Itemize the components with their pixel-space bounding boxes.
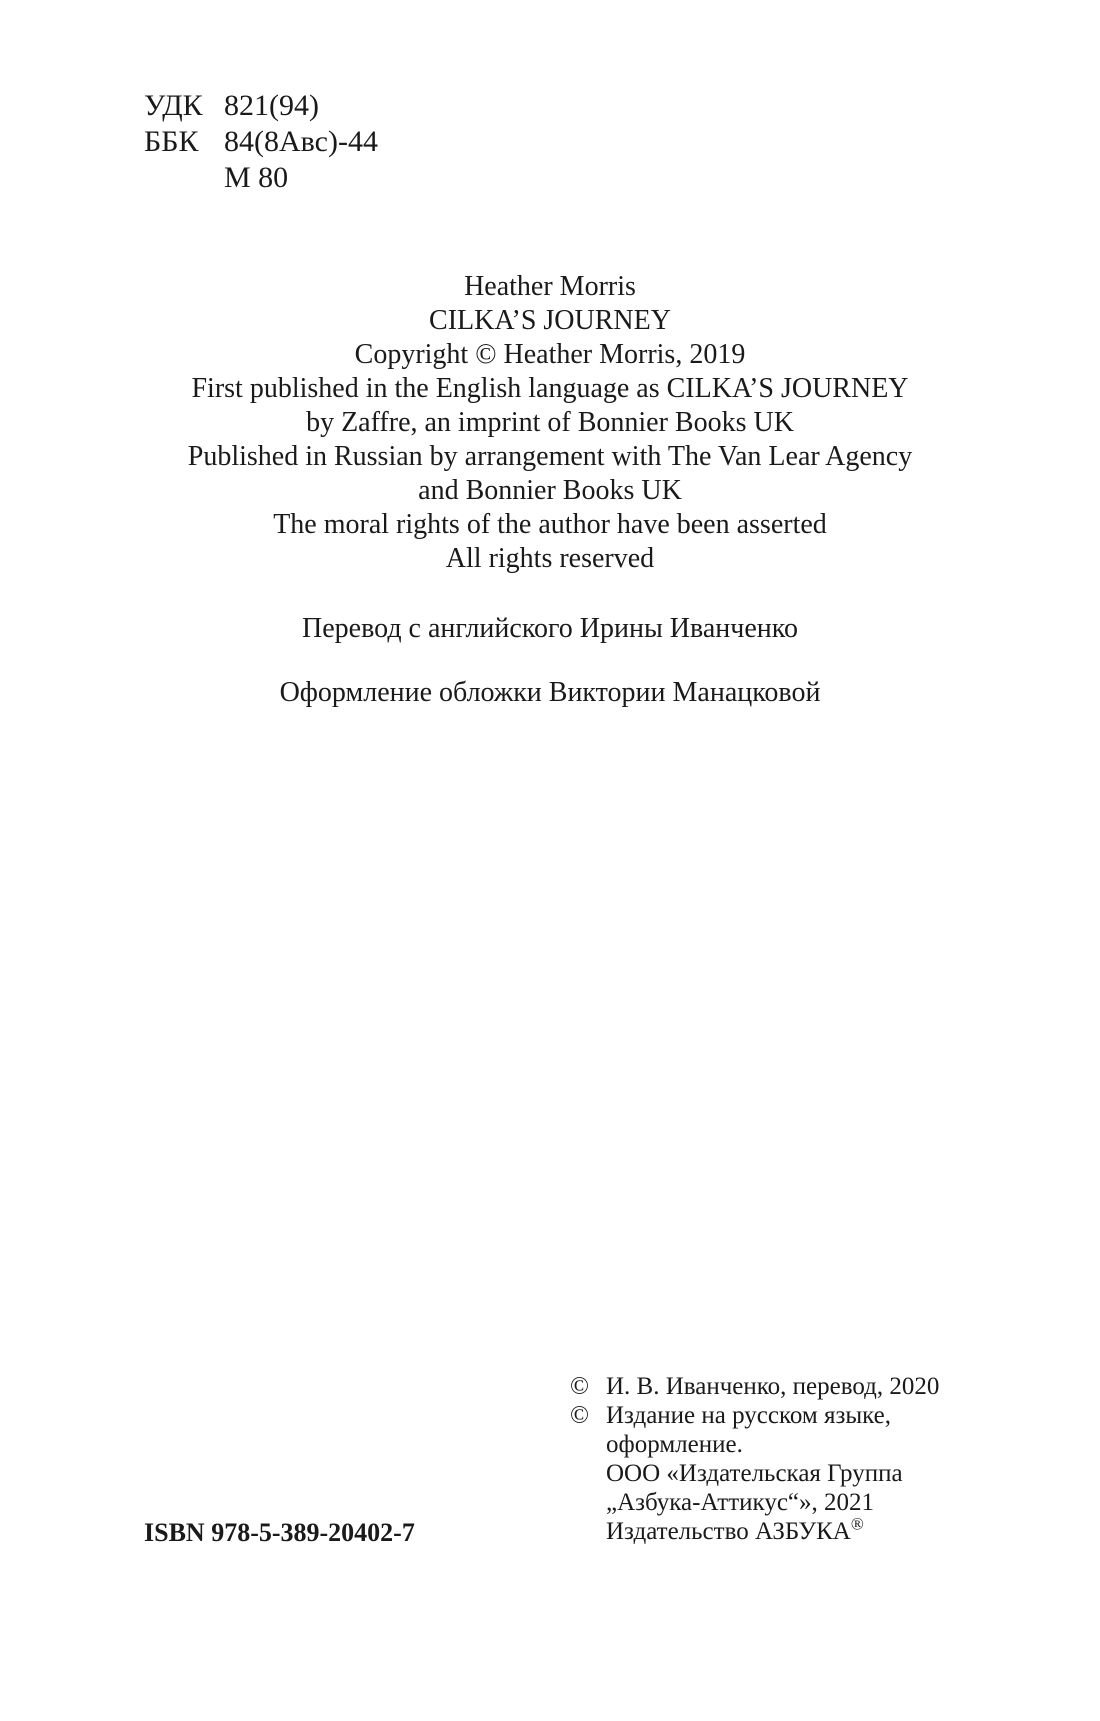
edition-copyright	[570, 1401, 939, 1546]
udk-label: УДК	[144, 89, 203, 122]
arrangement-line-2: and Bonnier Books UK	[418, 475, 682, 506]
moral-rights-line: The moral rights of the author have been asserted	[273, 509, 827, 540]
publisher-line: by Zaffre, an imprint of Bonnier Books UK	[306, 407, 794, 438]
rights-reserved-line: All rights reserved	[445, 543, 655, 574]
translation-copyright-text: И. В. Иванченко, перевод, 2020	[606, 1373, 940, 1400]
edition-line: ООО «Издательская Группа	[606, 1460, 903, 1487]
udk-row	[144, 88, 378, 124]
copyright-icon: ©	[570, 1373, 589, 1400]
edition-line: Издание на русском языке,	[606, 1402, 891, 1429]
bbk-label: ББК	[144, 125, 199, 158]
edition-copyright-text	[606, 1401, 903, 1546]
author-mark-row	[144, 160, 378, 196]
isbn: ISBN 978-5-389-20402-7	[144, 1518, 415, 1547]
original-credits	[0, 270, 1100, 576]
registered-mark-icon: ®	[850, 1514, 864, 1534]
copyright-icon: ©	[570, 1402, 589, 1429]
translation-copyright	[570, 1372, 939, 1401]
first-published-line: First published in the English language as CILKA’S JOURNEY	[191, 373, 909, 404]
classification-block	[144, 88, 378, 196]
edition-line: Издательство АЗБУКА	[606, 1518, 851, 1545]
cover-design-credit: Оформление обложки Виктории Манацковой	[279, 677, 821, 708]
original-title: CILKA’S JOURNEY	[429, 305, 671, 336]
arrangement-line: Published in Russian by arrangement with The Van Lear Agency	[187, 441, 913, 472]
copyright-notices	[570, 1372, 939, 1546]
edition-line: оформление.	[606, 1431, 743, 1458]
udk-value: 821(94)	[224, 89, 319, 122]
copyright-line: Copyright © Heather Morris, 2019	[354, 339, 746, 370]
edition-line: „Азбука-Аттикус“», 2021	[606, 1489, 875, 1516]
bbk-row	[144, 124, 378, 160]
author-mark: М 80	[224, 161, 289, 194]
author-name: Heather Morris	[464, 271, 636, 302]
bbk-value: 84(8Авс)-44	[224, 125, 378, 158]
translator-credit: Перевод с английского Ирины Иванченко	[302, 613, 798, 644]
